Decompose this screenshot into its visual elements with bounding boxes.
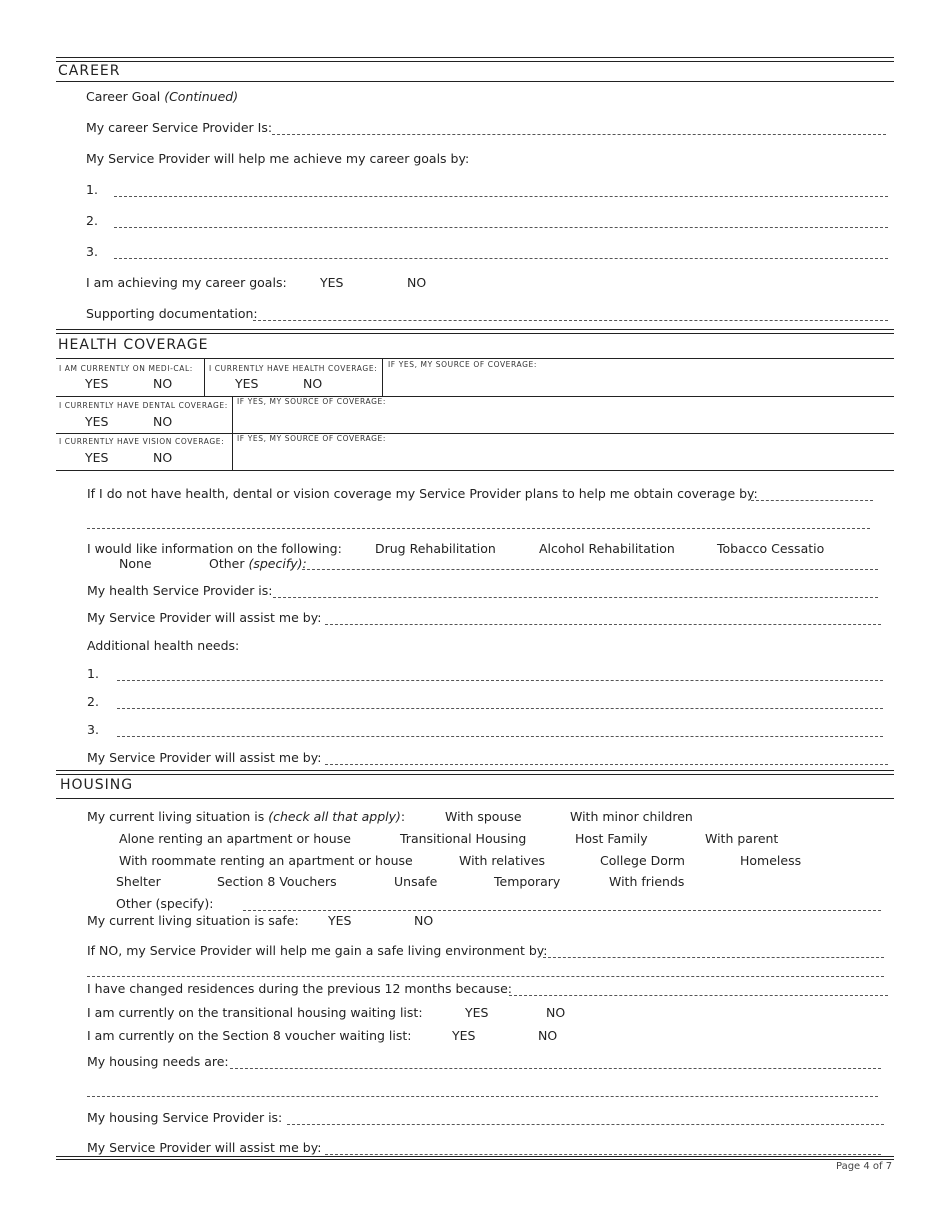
dental-source-label: IF YES, MY SOURCE OF COVERAGE: — [237, 397, 387, 406]
info-other-field[interactable] — [302, 569, 878, 570]
health-provider-field[interactable] — [273, 597, 878, 598]
situation-with-friends[interactable]: With friends — [609, 874, 685, 889]
career-supporting-label: Supporting documentation: — [86, 306, 258, 321]
health-coverage-no[interactable]: NO — [303, 376, 323, 391]
situation-shelter[interactable]: Shelter — [116, 874, 161, 889]
career-provider-label: My career Service Provider Is: — [86, 120, 273, 135]
no-coverage-label: If I do not have health, dental or vision coverage my Service Provider plans to help me obtain coverage by: — [87, 486, 758, 501]
health-assist-label-2: My Service Provider will assist me by: — [87, 750, 322, 765]
health-row-rule — [56, 433, 894, 434]
career-achieving-label: I am achieving my career goals: — [86, 275, 287, 290]
dental-no[interactable]: NO — [153, 414, 173, 429]
career-title-rule — [56, 81, 894, 82]
vision-label: I CURRENTLY HAVE VISION COVERAGE: — [59, 437, 225, 446]
health-coverage-yes[interactable]: YES — [235, 376, 259, 391]
health-assist-label: My Service Provider will assist me by: — [87, 610, 322, 625]
situation-section-8-vouchers[interactable]: Section 8 Vouchers — [217, 874, 337, 889]
career-help-label: My Service Provider will help me achieve my career goals by: — [86, 151, 470, 166]
housing-assist-label: My Service Provider will assist me by: — [87, 1140, 322, 1155]
bottom-rule — [56, 1156, 894, 1157]
career-goal-heading: Career Goal (Continued) — [86, 89, 239, 104]
health-row-rule — [56, 396, 894, 397]
vision-source-label: IF YES, MY SOURCE OF COVERAGE: — [237, 434, 387, 443]
dental-yes[interactable]: YES — [85, 414, 109, 429]
info-drug-rehab[interactable]: Drug Rehabilitation — [375, 541, 496, 556]
transitional-list-label: I am currently on the transitional housing waiting list: — [87, 1005, 423, 1020]
career-help-field-2[interactable] — [114, 227, 888, 228]
health-assist-field[interactable] — [325, 624, 881, 625]
additional-needs-label: Additional health needs: — [87, 638, 240, 653]
situation-college-dorm[interactable]: College Dorm — [600, 853, 685, 868]
section8-list-no[interactable]: NO — [538, 1028, 558, 1043]
safe-yes[interactable]: YES — [328, 913, 352, 928]
section8-list-yes[interactable]: YES — [452, 1028, 476, 1043]
safe-label: My current living situation is safe: — [87, 913, 299, 928]
medical-no[interactable]: NO — [153, 376, 173, 391]
situation-alone-renting[interactable]: Alone renting an apartment or house — [119, 831, 351, 846]
career-help-field-1[interactable] — [114, 196, 888, 197]
housing-provider-label: My housing Service Provider is: — [87, 1110, 283, 1125]
housing-rule-2 — [56, 774, 894, 775]
top-rule — [56, 57, 894, 58]
situation-roommate-renting[interactable]: With roommate renting an apartment or house — [119, 853, 413, 868]
health-table-bottom — [56, 470, 894, 471]
health-item-number: 1. — [87, 666, 99, 681]
career-item-number: 3. — [86, 244, 98, 259]
cell-divider — [382, 358, 383, 396]
situation-with-minor-children[interactable]: With minor children — [570, 809, 693, 824]
health-assist-field-2[interactable] — [325, 764, 888, 765]
career-section-title: CAREER — [58, 63, 121, 79]
medical-yes[interactable]: YES — [85, 376, 109, 391]
health-provider-label: My health Service Provider is: — [87, 583, 273, 598]
health-item-number: 3. — [87, 722, 99, 737]
housing-rule — [56, 770, 894, 771]
bottom-rule-2 — [56, 1159, 894, 1160]
safe-no[interactable]: NO — [414, 913, 434, 928]
situation-homeless[interactable]: Homeless — [740, 853, 802, 868]
housing-provider-field[interactable] — [287, 1124, 884, 1125]
transitional-list-no[interactable]: NO — [546, 1005, 566, 1020]
additional-need-field-3[interactable] — [117, 736, 883, 737]
additional-need-field-1[interactable] — [117, 680, 883, 681]
page-number: Page 4 of 7 — [836, 1161, 893, 1172]
career-help-field-3[interactable] — [114, 258, 888, 259]
health-title-rule — [56, 358, 894, 359]
situation-transitional-housing[interactable]: Transitional Housing — [400, 831, 527, 846]
medical-label: I AM CURRENTLY ON MEDI-CAL: — [59, 364, 193, 373]
situation-other-field[interactable] — [243, 910, 881, 911]
additional-need-field-2[interactable] — [117, 708, 883, 709]
housing-needs-field[interactable] — [230, 1068, 881, 1069]
info-none[interactable]: None — [119, 556, 152, 571]
housing-section-title: HOUSING — [60, 777, 134, 793]
career-supporting-field[interactable] — [253, 320, 888, 321]
career-item-number: 1. — [86, 182, 98, 197]
situation-with-spouse[interactable]: With spouse — [445, 809, 522, 824]
housing-assist-field[interactable] — [325, 1154, 881, 1155]
vision-yes[interactable]: YES — [85, 450, 109, 465]
situation-other-label: Other (specify): — [116, 896, 214, 911]
housing-title-rule — [56, 798, 894, 799]
health-coverage-label: I CURRENTLY HAVE HEALTH COVERAGE: — [209, 364, 378, 373]
situation-unsafe[interactable]: Unsafe — [394, 874, 438, 889]
health-source-label: IF YES, MY SOURCE OF COVERAGE: — [388, 360, 538, 369]
situation-host-family[interactable]: Host Family — [575, 831, 648, 846]
cell-divider — [204, 358, 205, 396]
info-label: I would like information on the following: — [87, 541, 342, 556]
health-section-title: HEALTH COVERAGE — [58, 337, 209, 353]
health-item-number: 2. — [87, 694, 99, 709]
housing-needs-field-2[interactable] — [87, 1096, 878, 1097]
info-alcohol-rehab[interactable]: Alcohol Rehabilitation — [539, 541, 675, 556]
career-provider-field[interactable] — [272, 134, 886, 135]
no-coverage-field[interactable] — [751, 500, 873, 501]
health-rule-2 — [56, 333, 894, 334]
vision-no[interactable]: NO — [153, 450, 173, 465]
dental-label: I CURRENTLY HAVE DENTAL COVERAGE: — [59, 401, 228, 410]
transitional-list-yes[interactable]: YES — [465, 1005, 489, 1020]
career-achieving-yes[interactable]: YES — [320, 275, 344, 290]
info-other-label: Other (specify): — [209, 556, 307, 571]
situation-with-relatives[interactable]: With relatives — [459, 853, 546, 868]
situation-with-parent[interactable]: With parent — [705, 831, 779, 846]
career-achieving-no[interactable]: NO — [407, 275, 427, 290]
changed-residences-field[interactable] — [509, 995, 888, 996]
situation-label: My current living situation is (check all that apply): — [87, 809, 406, 824]
if-no-field[interactable] — [543, 957, 884, 958]
no-coverage-field-2[interactable] — [87, 528, 870, 529]
health-rule — [56, 329, 894, 330]
if-no-label: If NO, my Service Provider will help me gain a safe living environment by: — [87, 943, 548, 958]
if-no-field-2[interactable] — [87, 976, 884, 977]
career-item-number: 2. — [86, 213, 98, 228]
section8-list-label: I am currently on the Section 8 voucher waiting list: — [87, 1028, 412, 1043]
housing-needs-label: My housing needs are: — [87, 1054, 229, 1069]
top-rule-2 — [56, 61, 894, 62]
situation-temporary[interactable]: Temporary — [494, 874, 561, 889]
info-tobacco-cessation[interactable]: Tobacco Cessatio — [717, 541, 825, 556]
changed-residences-label: I have changed residences during the previous 12 months because: — [87, 981, 512, 996]
